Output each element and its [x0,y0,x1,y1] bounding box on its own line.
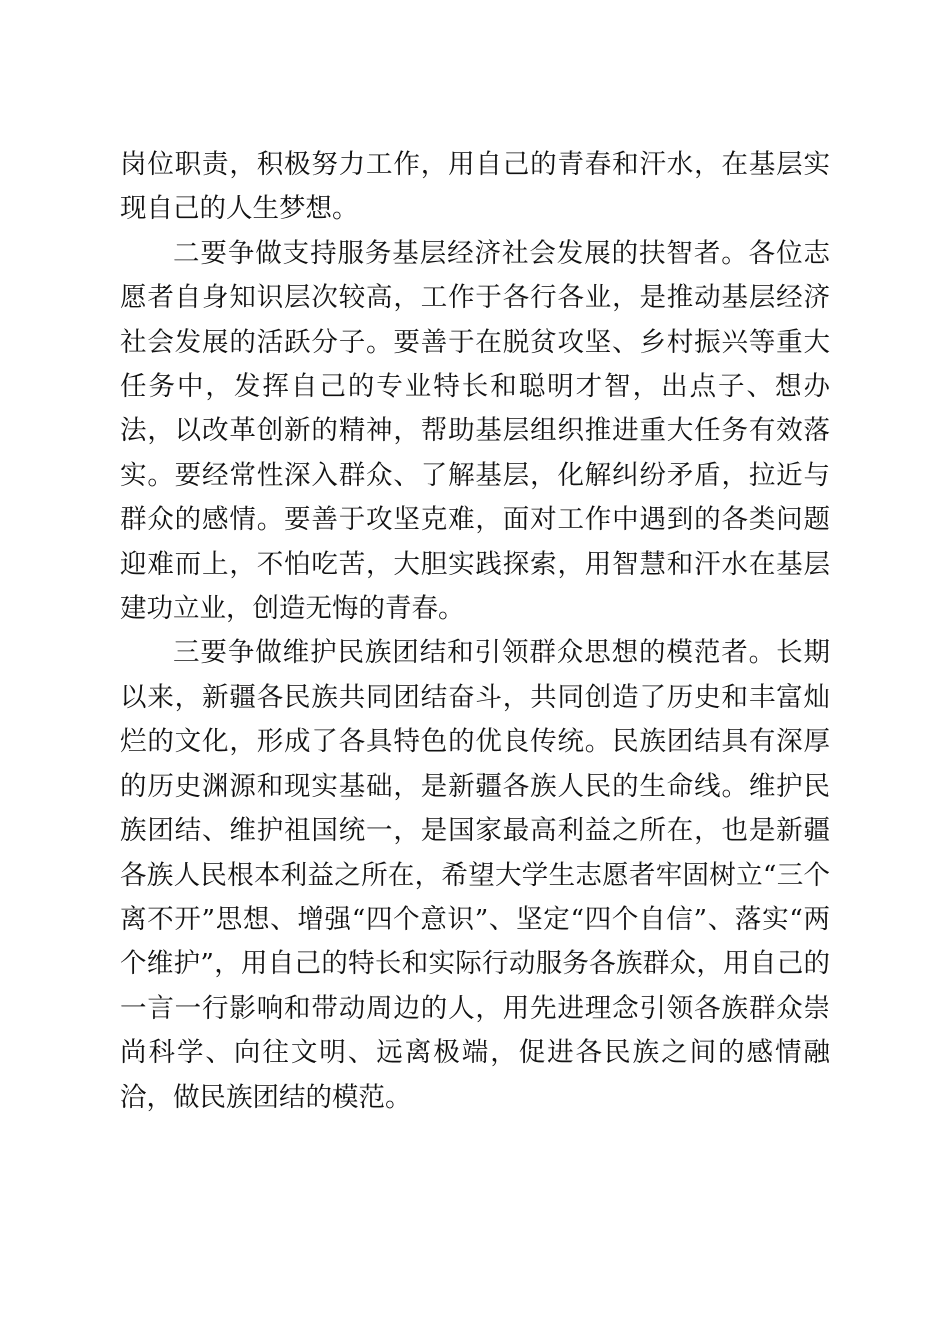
paragraph-continuation: 岗位职责，积极努力工作，用自己的青春和汗水，在基层实现自己的人生梦想。 [120,149,830,225]
document-body [120,143,830,1120]
paragraph-point-three: 三要争做维护民族团结和引领群众思想的模范者。长期以来，新疆各民族共同团结奋斗，共同创造了历史和丰富灿烂的文化，形成了各具特色的优良传统。民族团结具有深厚的历史渊源和现实基础，是新疆各族人民的生命线。维护民族团结、维护祖国统一，是国家最高利益之所在，也是新疆各族人民根本利益之所在，希望大学生志愿者牢固树立“三个离不开”思想、增强“四个意识”、坚定“四个自信”、落实“两个维护”，用自己的特长和实际行动服务各族群众，用自己的一言一行影响和带动周边的人，用先进理念引领各族群众崇尚科学、向往文明、远离极端，促进各民族之间的感情融洽，做民族团结的模范。 [120,637,830,1113]
paragraph-point-two: 二要争做支持服务基层经济社会发展的扶智者。各位志愿者自身知识层次较高，工作于各行各业，是推动基层经济社会发展的活跃分子。要善于在脱贫攻坚、乡村振兴等重大任务中，发挥自己的专业特长和聪明才智，出点子、想办法，以改革创新的精神，帮助基层组织推进重大任务有效落实。要经常性深入群众、了解基层，化解纠纷矛盾，拉近与群众的感情。要善于攻坚克难，面对工作中遇到的各类问题迎难而上，不怕吃苦，大胆实践探索，用智慧和汗水在基层建功立业，创造无悔的青春。 [120,237,830,625]
